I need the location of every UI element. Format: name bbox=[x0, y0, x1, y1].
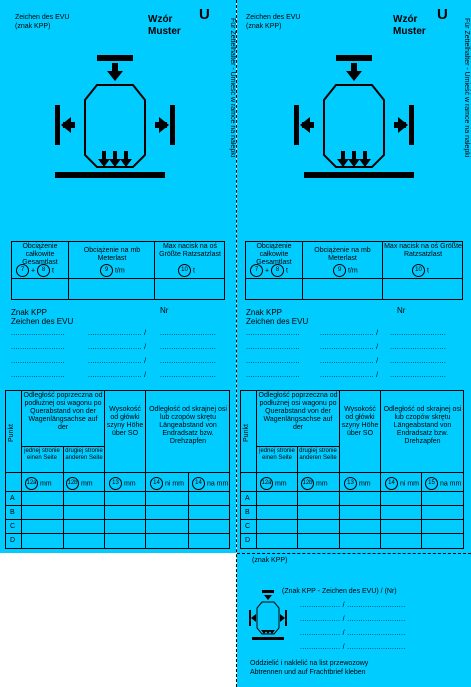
horizontal-cut-line bbox=[237, 553, 471, 554]
col-total-load: Obciążenie całkowite Gesamtlast bbox=[22, 243, 58, 266]
nr-label: Nr bbox=[160, 306, 169, 315]
vertical-cut-line bbox=[236, 0, 237, 687]
znak-kpp-label: Znak KPP bbox=[11, 308, 48, 317]
zeichen-evu-label: Zeichen des EVU bbox=[11, 317, 74, 326]
stub-footer-pl: Oddzielić i naklelić na list przewozowy bbox=[250, 660, 369, 667]
evu-label: Zeichen des EVU bbox=[15, 14, 70, 21]
row-c: C bbox=[10, 523, 16, 530]
muster-label: Muster bbox=[148, 26, 181, 37]
row-b: B bbox=[10, 509, 15, 516]
stub-caption: (Znak KPP - Zeichen des EVU) / (Nr) bbox=[282, 588, 397, 595]
u-mark: U bbox=[199, 6, 210, 23]
stub-wagon-icon bbox=[248, 590, 288, 646]
col-height: Wysokość od główki szyny Höhe über SO bbox=[106, 406, 144, 437]
wagon-diagram-right bbox=[294, 55, 414, 185]
col-axle-load: Max nacisk na oś Größte Ratzsatzlast bbox=[159, 243, 221, 258]
side-caption: Für Zettelhalter - Umieść w ramce na nalepki bbox=[229, 18, 236, 158]
col-meter-load: Obciążenie na mb Meterlast bbox=[83, 247, 141, 262]
col-transverse-distance: Odległość poprzeczna od podłużnej osi wagonu po Querabstand von der Wagenlängsachse auf der bbox=[23, 392, 103, 431]
wagon-diagram bbox=[55, 55, 175, 185]
col-end-distance: Odległość od skrajnej osi lub czopów skrętu Längeabstand von Endradsatz bzw. Drehzapfen bbox=[149, 406, 227, 445]
left-bottom-strip bbox=[0, 553, 236, 687]
kpp-label: (znak KPP) bbox=[15, 23, 51, 30]
wzor-label: Wzór bbox=[148, 14, 173, 25]
row-a: A bbox=[10, 495, 15, 502]
col-punkt: Punkt bbox=[8, 424, 15, 442]
stub-footer-de: Abtrennen und auf Frachtbrief kleben bbox=[250, 669, 366, 676]
row-d: D bbox=[10, 537, 16, 544]
stub-kpp-label: (znak KPP) bbox=[252, 557, 288, 564]
